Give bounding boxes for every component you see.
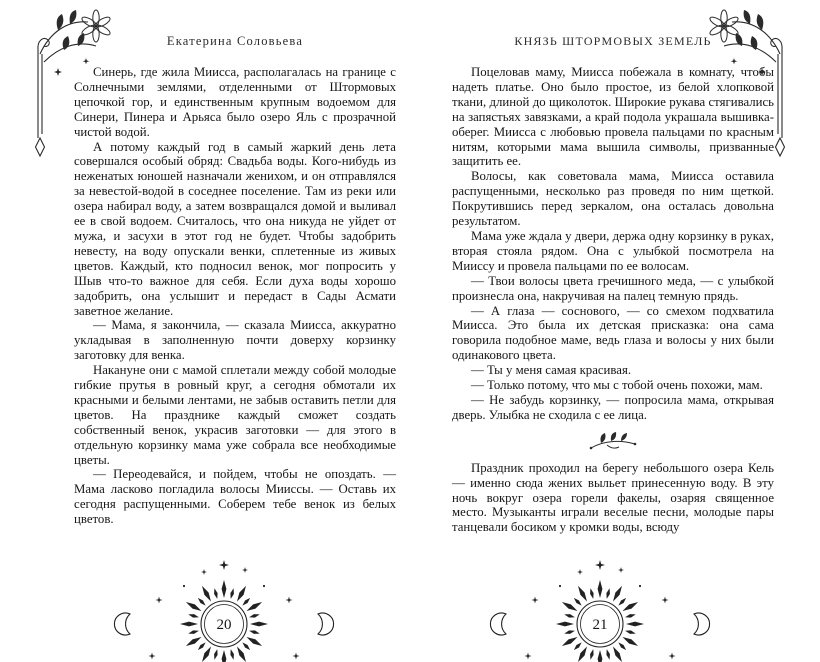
- paragraph: — А глаза — соснового, — со смехом подхватила Миисса. Это была их детская присказка: она сама говорила подобное маме, ведь глаза и волосы у них были одинакового цвета.: [452, 303, 774, 363]
- sun-page-ornament-left: [104, 556, 344, 662]
- paragraph: — Только потому, что мы с тобой очень похожи, мам.: [471, 378, 763, 393]
- section-divider-ornament: [452, 432, 774, 454]
- page-number-left: 20: [216, 617, 232, 633]
- paragraph: Поцеловав маму, Миисса побежала в комнату, чтобы надеть платье. Оно было простое, из белой хлопковой ткани, длиной до щиколоток. Широкие рукава стягивались на запястьях завязками, а край подола украшала вышивка-оберег. Миисса с любовью провела пальцами по красным нитям, которыми мама вышила символы, призванные защитить ее.: [452, 65, 774, 169]
- right-page-text: [452, 65, 774, 535]
- left-page-text: [74, 65, 396, 527]
- left-page: [74, 34, 396, 527]
- paragraph: — Переодевайся, и пойдем, чтобы не опоздать. — Мама ласково погладила волосы Мииссы. — Оставь их сегодня распущенными. Соберем тебе венок из белых цветов.: [74, 467, 396, 527]
- paragraph: Мама уже ждала у двери, держа одну корзинку в руках, вторая стояла рядом. Она с улыбкой посмотрела на Мииссу и провела пальцами по ее волосам.: [452, 228, 774, 273]
- sun-page-ornament-right: [480, 556, 720, 662]
- paragraph: — Ты у меня самая красивая.: [471, 363, 632, 378]
- paragraph: Волосы, как советовала мама, Миисса оставила распущенными, несколько раз проведя по ним щеткой. Покрутившись перед зеркалом, она осталась довольна результатом.: [452, 169, 774, 229]
- paragraph: — Мама, я закончила, — сказала Миисса, аккуратно укладывая в заполненную почти доверху корзинку заготовку для венка.: [74, 318, 396, 363]
- paragraph: Накануне они с мамой сплетали между собой молодые гибкие прутья в ровный круг, а сегодня обмотали их красными и белыми лентами, не забыв оставить петли для цветов. На празднике каждый сможет создать собственный венок, украсив заготовки — для этого в отдельную корзинку мама уже собрала все необходимые цветы.: [74, 363, 396, 467]
- paragraph: Праздник проходил на берегу небольшого озера Кель — именно сюда жених выльет принесенную воду. В эту ночь вокруг озера горели факелы, озаряя священное место. Музыканты играли веселые песни, молодые пары танцевали босиком у кромки воды, всюду: [452, 460, 774, 535]
- paragraph: Синерь, где жила Миисса, располагалась на границе с Солнечными землями, отделенными от Штормовых цепочкой гор, и единственным крупным водоемом для Синери, Пинера и Арьяса было озеро Яль с прозрачной чистой водой.: [74, 65, 396, 139]
- paragraph: — Не забудь корзинку, — попросила мама, открывая дверь. Улыбка не сходила с ее лица.: [452, 392, 774, 422]
- page-number-right: 21: [592, 617, 608, 633]
- right-page: [452, 34, 774, 535]
- paragraph: А потому каждый год в самый жаркий день лета совершался особый обряд: Свадьба воды. Кого-нибудь из неженатых юношей назначали женихом, и он отправлялся за невестой-водой в соседнее поселение. Там из реки или озера набирал воду, а затем возвращался домой и выливал ее в свой водоем. Считалось, что она никуда не уйдет от мужа, и засухи в этот год не будет. Чтобы задобрить невесту, на воду опускали венки, сплетенные из живых цветов. Каждый, кто подносил венок, мог попросить у Шыв что-то важное для себя. Если духа воды хорошо задобрить, она услышит и передаст в Сады Асмати заветное желание.: [74, 139, 396, 318]
- running-header-title: КНЯЗЬ ШТОРМОВЫХ ЗЕМЕЛЬ: [514, 34, 712, 48]
- running-header-author: Екатерина Соловьева: [166, 34, 304, 48]
- paragraph: — Твои волосы цвета гречишного меда, — с улыбкой произнесла она, накручивая на палец темную прядь.: [452, 273, 774, 303]
